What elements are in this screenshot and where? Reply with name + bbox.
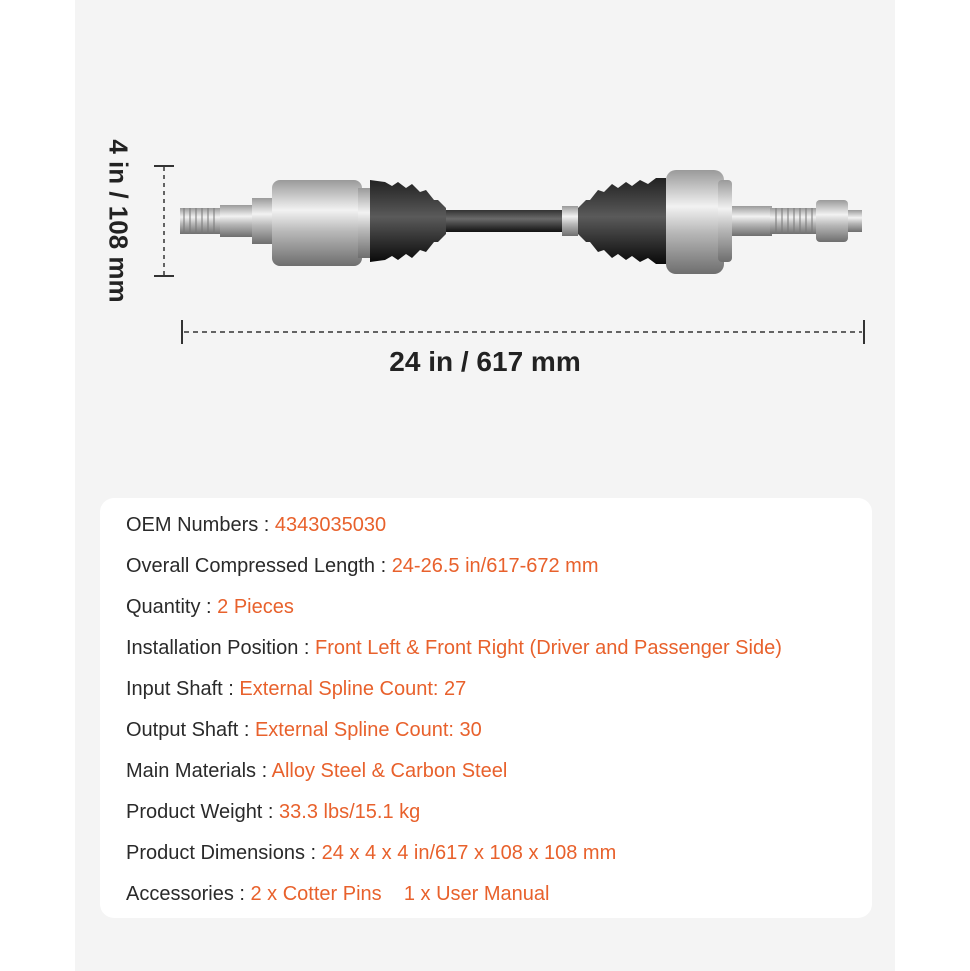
spec-label: Product Dimensions : bbox=[126, 842, 322, 864]
left-boot bbox=[370, 180, 446, 262]
spec-value: External Spline Count: 27 bbox=[239, 678, 467, 700]
spec-row-input-shaft bbox=[126, 672, 466, 706]
spec-label: OEM Numbers : bbox=[126, 514, 275, 536]
spec-row-output-shaft bbox=[126, 713, 482, 747]
spec-label: Installation Position : bbox=[126, 637, 315, 659]
left-housing bbox=[272, 180, 362, 266]
right-boot bbox=[578, 178, 666, 264]
spec-value: 24-26.5 in/617-672 mm bbox=[391, 555, 599, 577]
spec-row-weight bbox=[126, 795, 420, 829]
spec-row-oem bbox=[126, 508, 386, 542]
length-dimension-line bbox=[178, 318, 868, 346]
spec-value: 2 x Cotter Pins 1 x User Manual bbox=[250, 883, 550, 905]
spec-value: Alloy Steel & Carbon Steel bbox=[271, 760, 508, 782]
spec-value: External Spline Count: 30 bbox=[254, 719, 482, 741]
spec-card bbox=[100, 498, 872, 918]
height-dimension-line bbox=[150, 165, 178, 277]
spec-row-length bbox=[126, 549, 598, 583]
spec-label: Overall Compressed Length : bbox=[126, 555, 392, 577]
cv-axle-image bbox=[100, 150, 880, 290]
height-label: 4 in / 108 mm bbox=[103, 139, 134, 303]
spec-row-quantity bbox=[126, 590, 294, 624]
spec-row-dimensions bbox=[126, 836, 616, 870]
length-label: 24 in / 617 mm bbox=[389, 346, 581, 377]
spec-value: Front Left & Front Right (Driver and Passenger Side) bbox=[315, 637, 782, 659]
spec-row-materials bbox=[126, 754, 507, 788]
spec-value: 33.3 lbs/15.1 kg bbox=[279, 801, 421, 823]
spec-label: Main Materials : bbox=[126, 760, 272, 782]
right-housing bbox=[666, 170, 724, 274]
spec-label: Input Shaft : bbox=[126, 678, 240, 700]
center-bar bbox=[446, 210, 566, 232]
spec-value: 24 x 4 x 4 in/617 x 108 x 108 mm bbox=[321, 842, 617, 864]
spec-label: Output Shaft : bbox=[126, 719, 255, 741]
spec-value: 4343035030 bbox=[274, 514, 387, 536]
spec-row-accessories bbox=[126, 877, 550, 911]
axle-nut bbox=[816, 200, 848, 242]
spec-value: 2 Pieces bbox=[217, 596, 294, 618]
spec-label: Quantity : bbox=[126, 596, 218, 618]
spec-label: Product Weight : bbox=[126, 801, 280, 823]
spec-label: Accessories : bbox=[126, 883, 251, 905]
spec-row-position bbox=[126, 631, 782, 665]
